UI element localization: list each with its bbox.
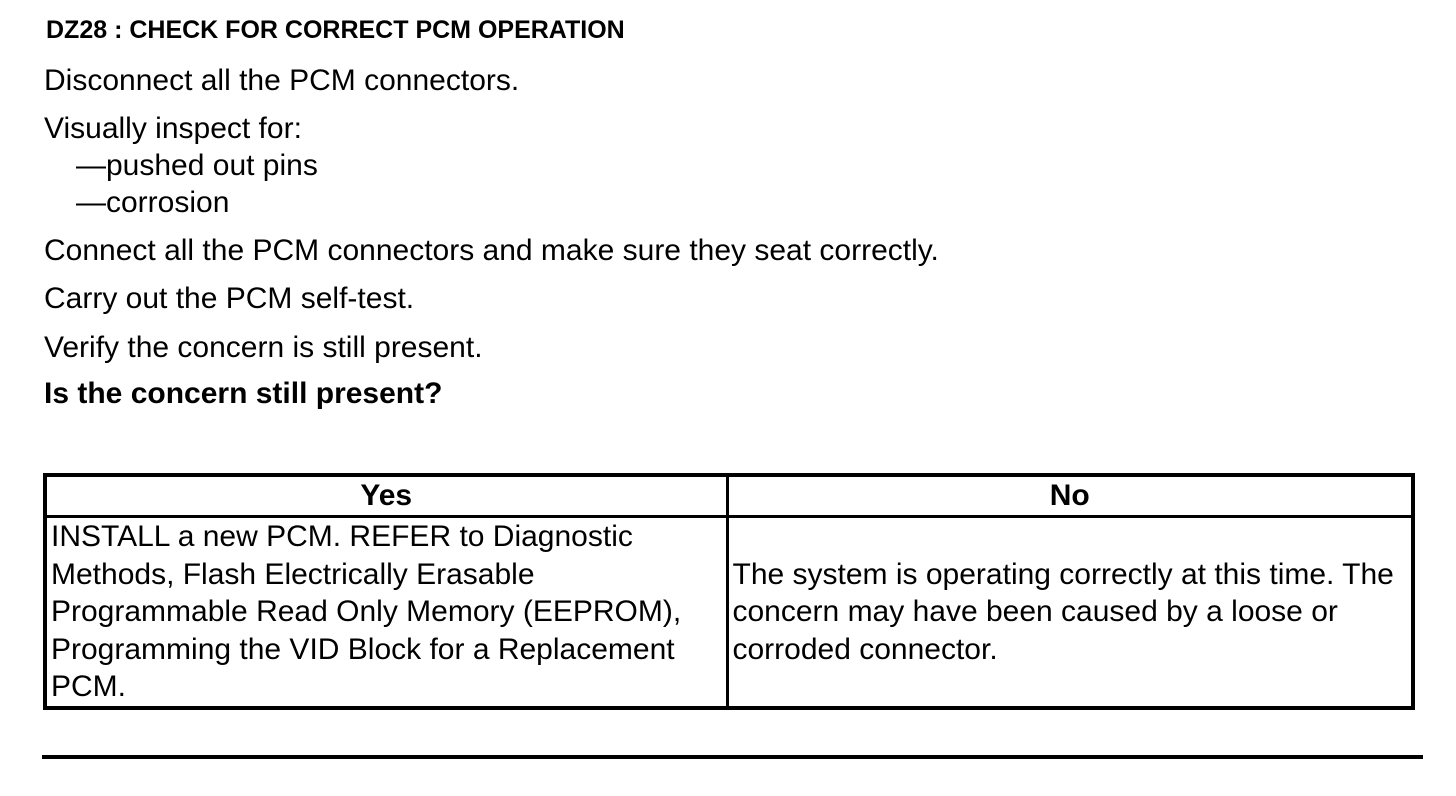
yes-action-text: INSTALL a new PCM. REFER to Diagnostic Methods, Flash Electrically Erasable Programmable Read Only Memory (EEPROM), Programming the VID Block for a Replacement PCM. — [45, 517, 727, 708]
inspect-item-corrosion: —corrosion — [76, 186, 230, 219]
step-inspect: Visually inspect for: — [44, 112, 302, 145]
inspect-item-pins: —pushed out pins — [76, 149, 318, 182]
procedure-heading: DZ28 : CHECK FOR CORRECT PCM OPERATION — [46, 16, 625, 44]
bottom-divider — [42, 755, 1423, 759]
no-header: No — [727, 475, 1413, 517]
step-connect: Connect all the PCM connectors and make sure they seat correctly. — [44, 234, 939, 267]
question-text: Is the concern still present? — [44, 377, 443, 410]
yes-no-table — [43, 473, 1415, 710]
step-verify: Verify the concern is still present. — [44, 331, 483, 364]
table-header-row — [45, 475, 1413, 517]
yes-header: Yes — [45, 475, 727, 517]
table-row — [45, 517, 1413, 708]
step-self-test: Carry out the PCM self-test. — [44, 282, 415, 315]
step-disconnect: Disconnect all the PCM connectors. — [44, 64, 520, 97]
no-action-text: The system is operating correctly at this time. The concern may have been caused by a loose or corroded connector. — [727, 517, 1413, 708]
